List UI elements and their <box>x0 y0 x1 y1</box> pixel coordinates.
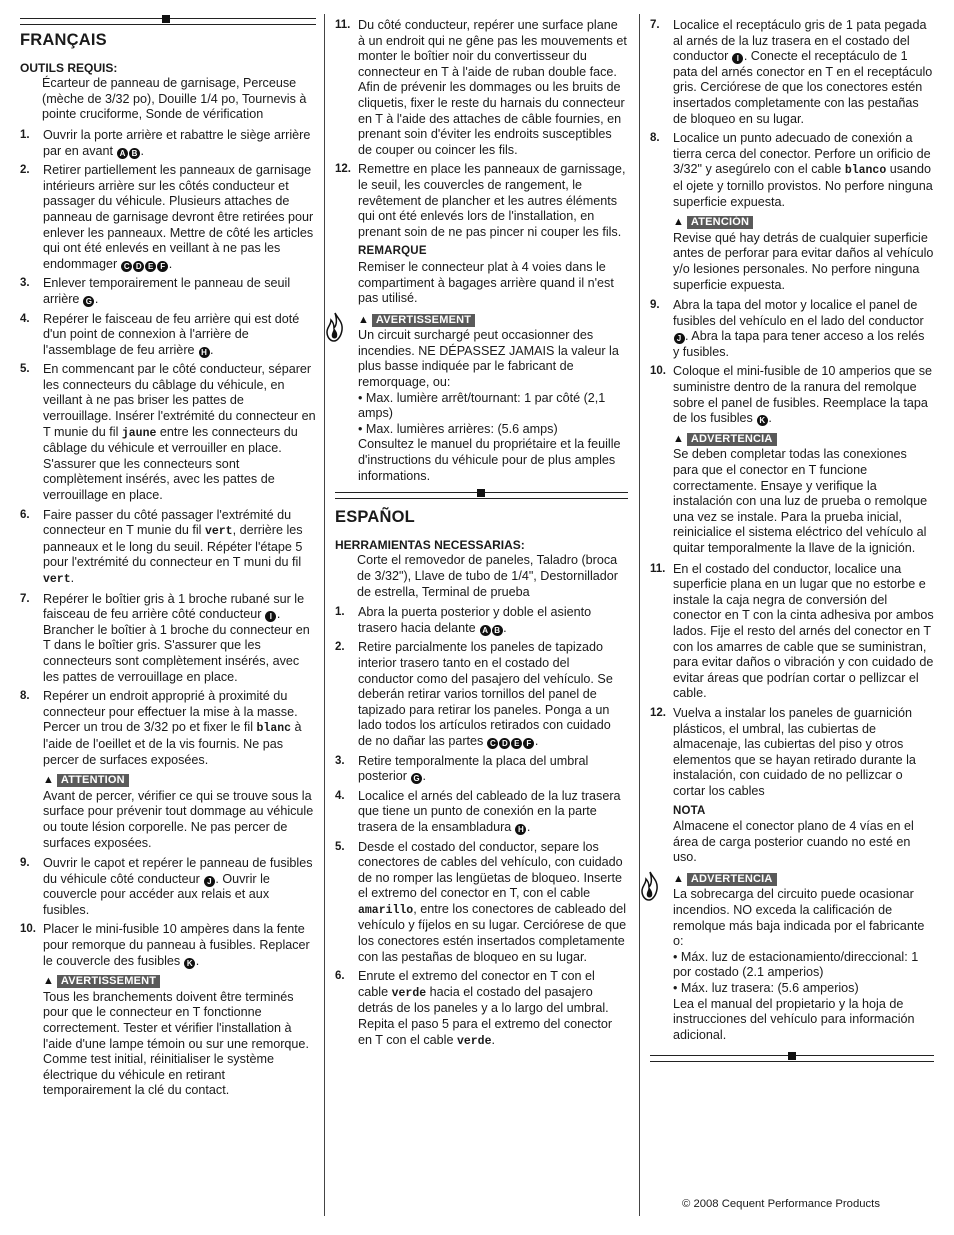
avertissement-line: • Max. lumières arrières: (5.6 amps) <box>358 421 558 436</box>
instruction-step <box>650 131 934 210</box>
french-tools-heading: OUTILS REQUIS: <box>20 60 118 75</box>
column-divider-right <box>639 14 640 1216</box>
step-text: Retire parcialmente los paneles de tapizado interior trasero tanto en el costado del conductor como del pasajero del vehículo. Se deberán retirar varios tornillos del panel de tapizado para retirar los paneles. Ponga a un lado todos los artículos retirados con cuidado de no dañar las partes C D E F . <box>358 640 613 748</box>
advertencia-label: ADVERTENCIA <box>687 433 777 446</box>
step-text: Du côté conducteur, repérer une surface plane à un endroit qui ne gêne pas les mouvements et monter le boîtier noir du convertisseur du connecteur en T à l'aide de ruban double face. Afin de prévenir les dommages ou les bruits de cliquetis, fixer le reste du harnais du connecteur en T à l'aide des attaches de câble fournies, en prenant soin d'éviter les endroits susceptibles de couper ou coincer les fils. <box>358 18 627 157</box>
instruction-step <box>335 605 628 636</box>
step-text: Coloque el mini-fusible de 10 amperios que se suministre dentro de la ranura del remolque sobre el panel de fusibles. Reemplace la tapa de los fusibles K . <box>673 364 933 426</box>
callout-letter-icon: C <box>121 261 132 272</box>
wire-color: verde <box>391 986 427 1000</box>
fire-hazard-icon <box>325 312 345 342</box>
callout-letter-icon: D <box>499 738 510 749</box>
avertissement-line: • Max. lumière arrêt/tournant: 1 par côté (2,1 amps) <box>358 390 606 421</box>
instruction-step <box>335 754 628 785</box>
step-text: Placer le mini-fusible 10 ampères dans la fente pour remorque du panneau à fusibles. Replacer le couvercle des fusibles K . <box>43 922 310 968</box>
step-text: Repérer le faisceau de feu arrière qui est doté d'un point de connexion à l'arrière de l'assemblage de feu arrière H . <box>43 311 300 357</box>
warning-triangle-icon: ▲ <box>673 432 684 445</box>
wire-color: blanc <box>256 722 292 736</box>
remark-label: REMARQUE <box>358 245 427 258</box>
spanish-steps-1-6 <box>335 605 628 1049</box>
callout-letter-icon: J <box>674 333 685 344</box>
spanish-steps-11-12 <box>650 562 934 800</box>
instruction-step <box>20 592 316 686</box>
instruction-step <box>335 162 628 240</box>
french-steps-1-8 <box>20 128 316 768</box>
warning-triangle-icon: ▲ <box>43 975 54 988</box>
section-rule <box>335 492 628 499</box>
callout-letter-icon: G <box>83 296 94 307</box>
attention-label: ATTENTION <box>57 774 129 787</box>
instruction-step <box>20 922 316 969</box>
avertissement-label: AVERTISSEMENT <box>57 975 160 988</box>
step-number: 1. <box>20 128 30 141</box>
callout-letter-icon: A <box>480 625 491 636</box>
callout-letter-icon: K <box>184 958 195 969</box>
advertencia-line: Lea el manual del propietario y la hoja de instrucciones del vehículo para información adicional. <box>673 996 915 1042</box>
french-title: FRANÇAIS <box>20 31 107 49</box>
step-text: Abra la tapa del motor y localice el panel de fusibles del vehículo en el lado del conductor J . Abra la tapa para tener acceso a los relés y fusibles. <box>673 298 925 359</box>
avertissement-text: Tous les branchements doivent être terminés pour que le connecteur en T fonctionne correctement. Tester et vérifier l'installation à l'aide d'une lampe témoin ou sur une remorque. Comme test initial, réinitialiser le système électrique du véhicule en retirant temporairement la clé du contact. <box>43 989 309 1098</box>
step-text: Enlever temporairement le panneau de seuil arrière G . <box>43 276 291 306</box>
column-french-2-spanish-1 <box>335 18 628 1053</box>
instruction-step <box>335 18 628 158</box>
callout-letter-icon: J <box>204 876 215 887</box>
step-number: 11. <box>335 19 351 31</box>
step-number: 8. <box>20 690 30 703</box>
wire-color: blanco <box>844 164 887 178</box>
step-number: 9. <box>650 299 660 312</box>
callout-letter-icon: A <box>117 148 128 159</box>
fire-hazard-icon <box>640 871 660 901</box>
spanish-steps-7-8 <box>650 18 934 210</box>
step-number: 2. <box>20 164 30 177</box>
step-text: Localice un punto adecuado de conexión a tierra cerca del conector. Perfore un orificio de 3/32" y asegúrelo con el cable blanco usando el ojete y tornillo provistos. No perfore ninguna superficie expuesta. <box>673 131 933 209</box>
french-warning-2 <box>335 312 628 485</box>
attention-text: Avant de percer, vérifier ce qui se trouve sous la surface pour prévenir tout dommage au véhicule ou toute lésion corporelle. Ne pas percer de surfaces exposées. <box>43 788 314 850</box>
step-number: 12. <box>650 706 666 719</box>
warning-triangle-icon: ▲ <box>673 216 684 229</box>
spanish-steps-9-10 <box>650 298 934 427</box>
instruction-step <box>20 312 316 359</box>
step-text: Enrute el extremo del conector en T con el cable verde hacia el costado del pasajero detrás de los paneles y a lo largo del umbral. Repita el paso 5 para el extremo del conector en T con el cable verde. <box>358 969 613 1048</box>
spanish-advertencia-2 <box>650 871 934 1044</box>
warning-triangle-icon: ▲ <box>43 774 54 787</box>
step-text: Repérer un endroit approprié à proximité du connecteur pour effectuer la mise à la masse. Percer un trou de 3/32 po et fixer le fil blanc à l'aide de l'oeillet et de la vis fournis. Ne pas percer de surfaces exposées. <box>43 689 302 767</box>
step-text: Remettre en place les panneaux de garnissage, le seuil, les couvercles de rangement, le revêtement de plancher et les autres éléments qui ont été enlevés lors de l'installation, en prenant soin de ne pas pincer ni couper les fils. <box>358 162 626 239</box>
spanish-tools-text: Corte el removedor de paneles, Taladro (broca de 3/32"), Llave de tubo de 1/4", Destornillador de estrella, Terminal de prueba <box>357 553 618 599</box>
step-number: 3. <box>20 277 30 290</box>
advertencia-line: La sobrecarga del circuito puede ocasionar incendios. NO exceda la calificación de remolque más baja indicada por el fabricante o: <box>673 887 925 949</box>
step-text: Localice el receptáculo gris de 1 pata pegada al arnés de la luz trasera en el costado del conductor I . Conecte el receptáculo de 1 pata del arnés conector en T en el receptáculo gris. Cerciórese de que los conectores estén insertados completamente con las pestañas de bloqueo en su lugar. <box>673 18 933 126</box>
step-text: Desde el costado del conductor, separe los conectores de cables del vehículo, con cuidado de no romper las lengüetas de bloqueo. Inserte el extremo del conector en T, con el cable amarillo, entre los conectores de cableado del vehículo y fíjelos en su lugar. Cerciórese de que los conectores estén insertados completamente con las pestañas de bloqueo en su lugar. <box>358 839 627 964</box>
copyright: © 2008 Cequent Performance Products <box>682 1198 880 1210</box>
spanish-atencion <box>650 214 934 293</box>
nota-label: NOTA <box>673 804 706 817</box>
advertencia-label-2: ADVERTENCIA <box>687 873 777 886</box>
atencion-text: Revise qué hay detrás de cualquier superficie antes de perforar para evitar daños al vehículo y/o lesiones personales. No perfore ninguna superficie expuesta. <box>673 230 934 292</box>
step-text: Ouvrir le capot et repérer le panneau de fusibles du véhicule côté conducteur J . Ouvrir le couvercle pour accéder aux relais et aux fusibles. <box>43 856 313 917</box>
callout-letter-icon: G <box>411 773 422 784</box>
step-number: 5. <box>20 363 30 376</box>
instruction-step <box>335 789 628 836</box>
instruction-step <box>20 276 316 307</box>
french-remark <box>335 244 628 306</box>
step-number: 12. <box>335 163 351 176</box>
nota-text: Almacene el conector plano de 4 vías en el área de carga posterior cuando no esté en uso. <box>673 819 914 865</box>
step-text: Abra la puerta posterior y doble el asiento trasero hacia delante A B . <box>358 605 592 635</box>
instruction-step <box>20 508 316 588</box>
step-text: En el costado del conductor, localice una superficie plana en un lugar que no estorbe e instale la caja negra de conversión del conector en T con la cinta adhesiva por ambos lados. Fije el resto del arnés del conector en T con los amarres de cable que se suministran, para evitar daños o vibración y con cuidado de evitar áreas que podrían cortar o pellizcar el cable. <box>673 561 934 701</box>
callout-letter-icon: I <box>265 611 276 622</box>
callout-letter-icon: F <box>157 261 168 272</box>
wire-color: vert <box>43 573 71 586</box>
step-number: 9. <box>20 857 30 870</box>
warning-triangle-icon: ▲ <box>358 313 369 326</box>
remark-text: Remiser le connecteur plat à 4 voies dans le compartiment à bagages arrière quand il n'est pas utilisé. <box>358 259 614 306</box>
callout-letter-icon: B <box>492 625 503 636</box>
instruction-step <box>335 840 628 966</box>
advertencia-line: • Máx. luz trasera: (5.6 amperios) <box>673 981 859 996</box>
callout-letter-icon: C <box>487 738 498 749</box>
spanish-advertencia-1 <box>650 431 934 557</box>
advertencia-line: • Máx. luz de estacionamiento/direccional: 1 por costado (2.1 amperios) <box>673 949 919 980</box>
step-number: 11. <box>650 562 666 575</box>
advertencia-text: Se deben completar todas las conexiones para que el conector en T funcione correctamente. Ensaye y verifique la instalación con una luz de prueba o remolque una vez se instale. Para la prueba inicial, reinicialice el sistema eléctrico del vehículo al quitar temporalmente la llave de la ignición. <box>673 447 928 555</box>
step-number: 8. <box>650 132 660 145</box>
step-text: Repérer le boîtier gris à 1 broche rubané sur le faisceau de feu arrière côté conducteur I . Brancher le boîtier à 1 broche du connecteur en T dans le boîtier gris. S'assurer que les connecteurs sont complètement insérés, avec les pattes de verrouillage en place. <box>43 591 310 684</box>
callout-letter-icon: K <box>757 415 768 426</box>
french-warning-1 <box>20 973 316 1099</box>
warning-triangle-icon: ▲ <box>673 872 684 885</box>
wire-color: jaune <box>121 426 157 440</box>
column-french-1 <box>20 18 316 1104</box>
callout-letter-icon: H <box>199 347 210 358</box>
instruction-step <box>20 163 316 272</box>
step-text: Faire passer du côté passager l'extrémité du connecteur en T munie du fil vert, derrière les panneaux et le long du seuil. Répéter l'étape 5 pour l'extrémité du connecteur en T muni du fil vert. <box>43 507 303 586</box>
callout-letter-icon: B <box>129 148 140 159</box>
step-number: 6. <box>20 508 30 521</box>
callout-letter-icon: F <box>523 738 534 749</box>
step-text: Retire temporalmente la placa del umbral posterior G . <box>358 753 589 784</box>
step-number: 3. <box>335 754 345 767</box>
french-steps-11-12 <box>335 18 628 240</box>
atencion-label: ATENCIÓN <box>687 216 753 229</box>
wire-color: amarillo <box>358 903 414 917</box>
step-number: 6. <box>335 970 345 983</box>
section-rule <box>20 18 316 25</box>
callout-letter-icon: D <box>133 261 144 272</box>
callout-letter-icon: E <box>511 738 522 749</box>
column-spanish-2 <box>650 18 934 1062</box>
wire-color: verde <box>456 1034 492 1048</box>
instruction-step <box>650 562 934 702</box>
step-number: 1. <box>335 606 345 619</box>
instruction-step <box>20 689 316 768</box>
wire-color: vert <box>204 525 233 539</box>
step-text: En commencant par le côté conducteur, séparer les connecteurs du câblage du véhicule, en veillant à ne pas briser les pattes de verrouillage. Insérer l'extrémité du connecteur en T munie du fil jaune entre les connecteurs du câblage du véhicule et verrouiller en place. S'assurer que les connecteurs sont complètement insérés, avec les pattes de verrouillage en place. <box>43 362 316 503</box>
step-number: 7. <box>650 19 660 31</box>
instruction-step <box>335 969 628 1049</box>
step-number: 5. <box>335 840 345 853</box>
step-number: 2. <box>335 641 345 654</box>
step-number: 7. <box>20 592 30 605</box>
spanish-nota <box>650 804 934 866</box>
french-tools-text: Écarteur de panneau de garnisage, Perceuse (mèche de 3/32 po), Douille 1/4 po, Tournevis à pointe cruciforme, Sonde de vérification <box>42 76 307 122</box>
instruction-step <box>335 640 628 749</box>
instruction-step <box>20 362 316 503</box>
step-number: 10. <box>650 365 666 378</box>
instruction-step <box>650 706 934 800</box>
step-number: 10. <box>20 923 36 936</box>
french-steps-9-10 <box>20 856 316 969</box>
instruction-step <box>650 18 934 127</box>
step-number: 4. <box>335 789 345 802</box>
avertissement-line: Un circuit surchargé peut occasionner des incendies. NE DÉPASSEZ JAMAIS la valeur la plus basse indiquée par le fabricant de remorquage, ou: <box>358 328 619 390</box>
step-text: Retirer partiellement les panneaux de garnisage intérieurs arrière sur les côtés conducteur et passager du véhicule. Plusieurs attaches de panneau de garnisage devront être retirées pour enlever les panneaux. Mettre de côté les articles qui ont été enlevés en veillant à ne pas les endommager C D E F . <box>43 163 314 271</box>
instruction-step <box>650 298 934 360</box>
instruction-step <box>20 128 316 159</box>
avertissement-label-2: AVERTISSEMENT <box>372 314 475 327</box>
french-attention <box>20 772 316 851</box>
step-text: Localice el arnés del cableado de la luz trasera que tiene un punto de conexión en la parte trasera de la ensambladura H . <box>358 788 621 834</box>
instruction-step <box>20 856 316 918</box>
step-text: Ouvrir la porte arrière et rabattre le siège arrière par en avant A B . <box>43 127 311 158</box>
callout-letter-icon: E <box>145 261 156 272</box>
spanish-title: ESPAÑOL <box>335 508 415 527</box>
instruction-step <box>650 364 934 426</box>
callout-letter-icon: H <box>515 824 526 835</box>
spanish-tools-heading: HERRAMIENTAS NECESSARIAS: <box>335 537 525 552</box>
step-number: 4. <box>20 312 30 325</box>
callout-letter-icon: I <box>732 53 743 64</box>
step-text: Vuelva a instalar los paneles de guarnición plásticos, el umbral, las cubiertas de almacenaje, las cubiertas del piso y otros elementos que se hayan retirado durante la instalación, con cuidado de no pellizcar o cortar los cables <box>673 705 916 798</box>
column-divider-left <box>324 14 325 1216</box>
section-rule <box>650 1055 934 1062</box>
avertissement-line: Consultez le manuel du propriétaire et la feuille d'instructions du véhicule pour de plus amples informations. <box>358 437 621 483</box>
